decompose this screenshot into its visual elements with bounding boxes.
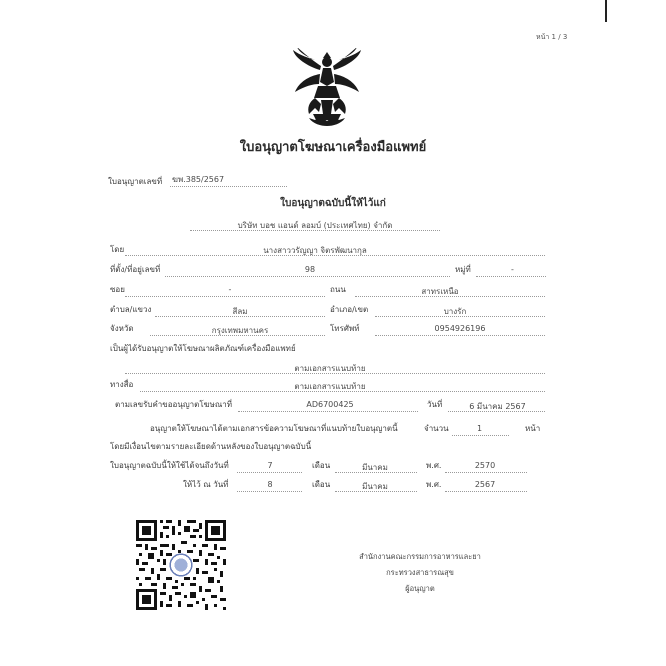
company-name: บริษัท บอช แอนด์ ลอมบ์ (ประเทศไทย) จำกัด bbox=[237, 221, 393, 230]
phone-label: โทรศัพท์ bbox=[330, 324, 360, 333]
request-no: AD6700425 bbox=[306, 400, 354, 409]
issued-day: 8 bbox=[267, 480, 273, 489]
by-name: นางสาววรัญญา จิตรพัฒนากุล bbox=[263, 246, 367, 255]
valid-month-label: เดือน bbox=[312, 461, 331, 470]
subdistrict-value: สีลม bbox=[232, 307, 248, 316]
request-label: ตามเลขรับคำขออนุญาตโฆษณาที่ bbox=[115, 400, 233, 409]
road-label: ถนน bbox=[330, 285, 346, 294]
permit-text: เป็นผู้ได้รับอนุญาตให้โฆษณาผลิตภัณฑ์เครื่องมือแพทย์ bbox=[110, 344, 296, 353]
valid-year: 2570 bbox=[474, 461, 496, 470]
subtitle: ใบอนุญาตฉบับนี้ให้ไว้แก่ bbox=[280, 198, 386, 209]
count-label: จำนวน bbox=[424, 424, 449, 433]
by-label: โดย bbox=[110, 245, 125, 254]
license-no-label: ใบอนุญาตเลขที่ bbox=[108, 177, 163, 186]
valid-month: มีนาคม bbox=[362, 463, 388, 472]
subdistrict-label: ตำบล/แขวง bbox=[110, 305, 152, 314]
request-date: 6 มีนาคม 2567 bbox=[469, 402, 526, 411]
issued-year-label: พ.ศ. bbox=[426, 480, 442, 489]
soi-value: - bbox=[228, 285, 232, 294]
district-value: บางรัก bbox=[443, 307, 467, 316]
document-title: ใบอนุญาตโฆษณาเครื่องมือแพทย์ bbox=[239, 140, 427, 155]
issued-label: ให้ไว้ ณ วันที่ bbox=[183, 480, 229, 489]
issued-month-label: เดือน bbox=[312, 480, 331, 489]
moo-value: - bbox=[511, 265, 514, 274]
issued-year: 2567 bbox=[474, 480, 496, 489]
product-value: ตามเอกสารแนบท้าย bbox=[294, 364, 366, 373]
count-value: 1 bbox=[476, 424, 483, 433]
agency-name: สำนักงานคณะกรรมการอาหารและยา bbox=[359, 552, 481, 561]
page-edge-line bbox=[605, 0, 607, 22]
road-value: สาทรเหนือ bbox=[421, 287, 459, 296]
province-value: กรุงเทพมหานคร bbox=[211, 326, 269, 335]
ministry-name: กระทรวงสาธารณสุข bbox=[386, 568, 454, 577]
moo-label: หมู่ที่ bbox=[455, 265, 471, 274]
pages-label: หน้า bbox=[525, 424, 541, 433]
date-label: วันที่ bbox=[427, 400, 443, 409]
licensor-label: ผู้อนุญาต bbox=[405, 584, 435, 593]
address-no: 98 bbox=[304, 265, 316, 274]
license-no-value: ฆพ.385/2567 bbox=[172, 175, 225, 184]
issued-month: มีนาคม bbox=[362, 482, 388, 491]
district-label: อำเภอ/เขต bbox=[330, 305, 369, 314]
address-label: ที่ตั้ง/ที่อยู่เลขที่ bbox=[110, 265, 161, 274]
soi-label: ซอย bbox=[110, 285, 125, 294]
province-label: จังหวัด bbox=[110, 324, 134, 333]
page-number: หน้า 1 / 3 bbox=[536, 33, 568, 41]
channel-value: ตามเอกสารแนบท้าย bbox=[294, 382, 366, 391]
channel-label: ทางสื่อ bbox=[110, 380, 134, 389]
condition-text: โดยมีเงื่อนไขตามรายละเอียดด้านหลังของใบอนุญาตฉบับนี้ bbox=[110, 442, 312, 451]
phone-value: 0954926196 bbox=[434, 324, 486, 333]
valid-label: ใบอนุญาตฉบับนี้ให้ใช้ได้จนถึงวันที่ bbox=[110, 461, 229, 470]
garuda-emblem-icon bbox=[287, 48, 367, 126]
valid-year-label: พ.ศ. bbox=[426, 461, 442, 470]
qr-code-icon[interactable] bbox=[136, 520, 226, 610]
allow-text: อนุญาตให้โฆษณาได้ตามเอกสารข้อความโฆษณาที่แนบท้ายใบอนุญาตนี้ bbox=[150, 424, 398, 433]
valid-day: 7 bbox=[267, 461, 273, 470]
